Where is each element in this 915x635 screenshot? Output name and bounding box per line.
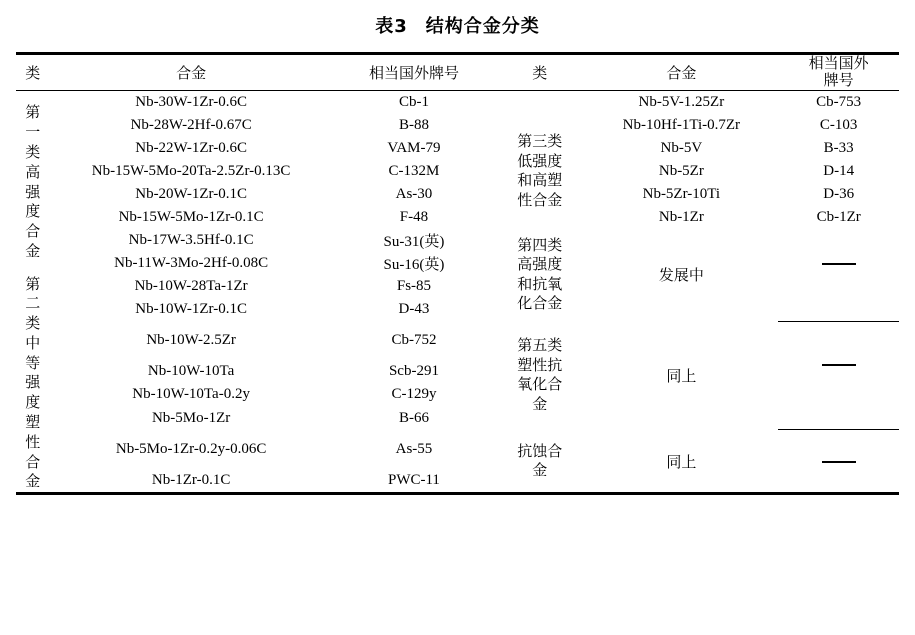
group3-separator: [778, 298, 899, 322]
cat-char: 强: [25, 373, 41, 392]
table-row: [16, 90, 899, 114]
code-cell: Cb-753: [816, 93, 862, 110]
alloy-cell: Nb-10W-1Zr-0.1C: [135, 300, 247, 317]
header-code-right-line1: 相当国外: [808, 54, 869, 72]
dash-mark: [822, 461, 856, 463]
dash-mark: [822, 364, 856, 366]
group4-separator: [778, 406, 899, 430]
table-title-text: 结构合金分类: [425, 16, 540, 37]
alloy-cell: Nb-30W-1Zr-0.6C: [135, 93, 247, 110]
alloy-cell: Nb-5Mo-1Zr-0.2y-0.06C: [115, 441, 267, 458]
alloy-cell: Nb-10W-28Ta-1Zr: [134, 277, 248, 294]
alloy-cell: Nb-10W-10Ta: [147, 363, 235, 380]
alloy-cell: 同上: [666, 452, 697, 471]
cat-char: 度: [25, 393, 41, 412]
cat-char: 第: [25, 274, 41, 293]
code-cell: F-48: [399, 208, 429, 225]
alloy-cell: Nb-15W-5Mo-1Zr-0.1C: [118, 208, 264, 225]
code-cell: Cb-752: [391, 332, 437, 349]
code-cell: Fs-85: [396, 277, 432, 294]
cat-char: 一: [25, 123, 41, 142]
code-cell: C-129y: [391, 386, 437, 403]
right-group5-category-label: [495, 430, 584, 494]
right-group4-category-label: [495, 321, 584, 430]
cat-line: 塑性抗: [517, 355, 563, 374]
table-row: [16, 183, 899, 206]
cat-char: 二: [25, 294, 41, 313]
code-cell: B-66: [398, 409, 429, 426]
cat-char: 中: [25, 333, 41, 352]
table-row: [16, 137, 899, 160]
code-cell: Scb-291: [388, 363, 439, 380]
cat-char: 类: [25, 142, 41, 161]
code-cell: D-43: [398, 300, 430, 317]
header-code-left: 相当国外牌号: [368, 63, 459, 82]
left-group2-category-label: [16, 275, 50, 494]
right-group1-category-label: [495, 90, 584, 114]
alloy-cell: Nb-28W-2Hf-0.67C: [130, 116, 252, 133]
cat-char: 金: [25, 472, 41, 491]
code-cell: Cb-1: [398, 93, 429, 110]
left-group1-category-label: [16, 90, 50, 275]
alloy-cell: Nb-10Hf-1Ti-0.7Zr: [622, 116, 741, 133]
cat-char: 性: [25, 432, 41, 451]
cat-line: 化合金: [517, 294, 563, 313]
header-alloy-right: 合金: [666, 63, 697, 82]
cat-char: 塑: [25, 413, 41, 432]
cat-char: 合: [25, 452, 41, 471]
code-cell: [778, 229, 899, 298]
header-alloy-left: 合金: [176, 63, 207, 82]
table-row: [16, 321, 899, 360]
header-code-right: [778, 54, 899, 91]
alloy-cell: Nb-10W-10Ta-0.2y: [132, 386, 250, 403]
header-cat-right: 类: [532, 63, 548, 82]
cat-line: 金: [532, 461, 548, 480]
right-group2-category-label: [495, 114, 584, 229]
cat-char: 合: [25, 222, 41, 241]
header-cat-left: 类: [25, 63, 41, 82]
header-code-right-line2: 牌号: [823, 71, 854, 90]
cat-line: 第五类: [517, 336, 563, 355]
table-header-row: [16, 54, 899, 91]
cat-line: 和高塑: [517, 171, 563, 189]
alloy-cell: Nb-22W-1Zr-0.6C: [135, 139, 247, 156]
code-cell: [778, 430, 899, 494]
table-title: [0, 12, 915, 38]
table-row: [16, 430, 899, 469]
cat-line: 抗蚀合: [517, 441, 563, 460]
dash-mark: [822, 263, 856, 265]
code-cell: Su-31(英): [383, 233, 445, 250]
cat-char: 金: [25, 241, 41, 260]
code-cell: C-132M: [388, 162, 440, 179]
cat-char: 强: [25, 182, 41, 201]
code-cell: Cb-1Zr: [816, 208, 861, 225]
code-cell: As-30: [395, 185, 433, 202]
table-row: [16, 206, 899, 229]
alloy-cell: 发展中: [658, 266, 704, 285]
cat-char: 第: [25, 103, 41, 122]
alloy-cell: Nb-5Mo-1Zr: [151, 409, 231, 426]
cat-line: 和抗氧: [517, 274, 563, 293]
table-row: [16, 160, 899, 183]
alloy-cell: Nb-5V-1.25Zr: [638, 93, 725, 110]
cat-line: 低强度: [517, 151, 563, 170]
alloy-cell: Nb-5Zr: [658, 162, 704, 179]
code-cell: B-33: [823, 139, 854, 156]
alloy-cell: Nb-1Zr: [658, 208, 704, 225]
cat-line: 第三类: [517, 132, 563, 150]
cat-line: 高强度: [517, 255, 563, 274]
document-page: [0, 12, 915, 635]
code-cell: Su-16(英): [383, 256, 445, 273]
table-row: [16, 229, 899, 252]
cat-line: 性合金: [517, 190, 563, 209]
table-row: [16, 114, 899, 137]
alloy-cell: Nb-11W-3Mo-2Hf-0.08C: [114, 254, 269, 271]
cat-line: 氧化合: [517, 375, 563, 394]
alloy-cell: Nb-1Zr-0.1C: [151, 472, 231, 489]
table-container: [16, 52, 899, 495]
alloy-cell: Nb-5V: [660, 139, 703, 156]
alloy-classification-table: [16, 52, 899, 495]
cat-char: 高: [25, 162, 41, 181]
code-cell: PWC-11: [387, 472, 440, 489]
code-cell: D-14: [823, 162, 855, 179]
right-group3-category-label: [495, 229, 584, 322]
alloy-cell: Nb-15W-5Mo-20Ta-2.5Zr-0.13C: [91, 162, 291, 179]
cat-line: 金: [532, 394, 548, 413]
cat-char: 度: [25, 202, 41, 221]
alloy-cell: Nb-17W-3.5Hf-0.1C: [128, 231, 254, 248]
code-cell: B-88: [398, 116, 429, 133]
table-title-number: 表3: [375, 16, 408, 37]
code-cell: VAM-79: [387, 139, 441, 156]
code-cell: As-55: [395, 441, 433, 458]
alloy-cell: 同上: [666, 366, 697, 385]
alloy-cell: Nb-20W-1Zr-0.1C: [135, 185, 247, 202]
alloy-cell: Nb-10W-2.5Zr: [146, 332, 236, 349]
code-cell: [778, 321, 899, 406]
alloy-cell: Nb-5Zr-10Ti: [642, 185, 721, 202]
cat-line: 第四类: [517, 235, 563, 254]
cat-char: 类: [25, 314, 41, 333]
cat-char: 等: [25, 353, 41, 372]
code-cell: D-36: [823, 185, 855, 202]
code-cell: C-103: [819, 116, 858, 133]
